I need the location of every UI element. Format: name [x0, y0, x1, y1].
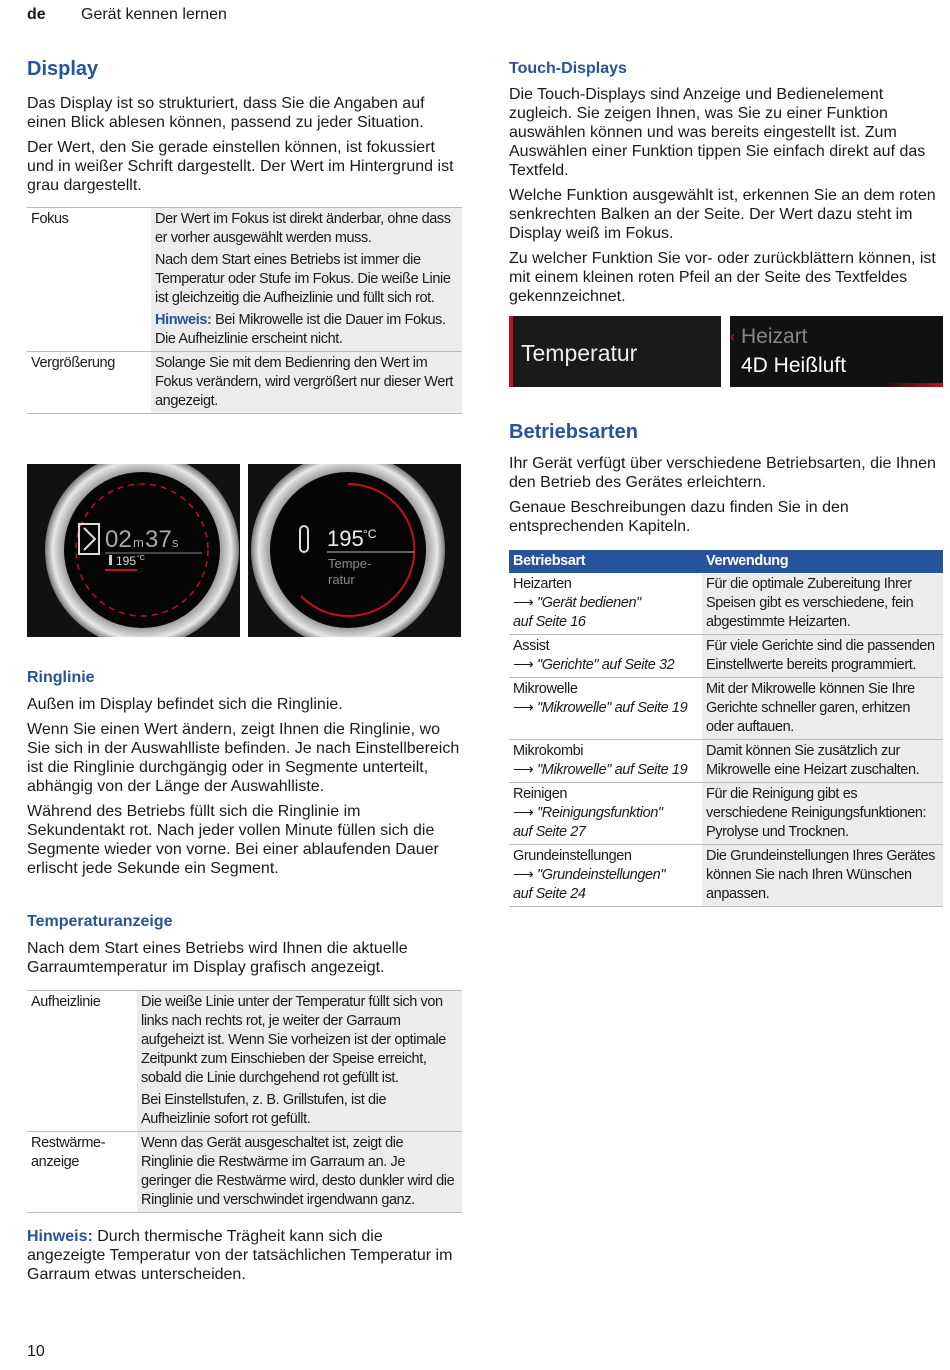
- ringlinie-heading: Ringlinie: [27, 669, 95, 686]
- betriebsarten-table: [509, 550, 943, 907]
- touch-display-temperature: [509, 316, 721, 387]
- mode-name: Heizarten: [513, 576, 572, 592]
- temperature-hint: [27, 1227, 462, 1284]
- touch-display-heizart: [730, 316, 943, 387]
- table-row: [27, 351, 462, 414]
- table-row: [509, 740, 943, 783]
- arrow-icon: ⟶: [513, 595, 534, 611]
- mode-usage: Die Grundeinstellungen Ihres Gerätes können Sie nach Ihren Wünschen anpassen.: [702, 845, 943, 906]
- dial-timer-graphic: [27, 464, 240, 637]
- temperature-value: 195: [327, 526, 364, 551]
- mode-usage: Für viele Gerichte sind die passenden Einstellwerte bereits programmiert.: [702, 635, 943, 677]
- mode-reference[interactable]: ⟶ "Gerät bedienen": [513, 595, 641, 611]
- ringlinie-section: [27, 669, 462, 878]
- table-hint: [155, 311, 458, 349]
- touch-display-value: 4D Heißluft: [741, 354, 847, 377]
- table-term: Aufheizlinie: [31, 994, 101, 1010]
- mode-reference[interactable]: ⟶ "Grundeinstellungen": [513, 867, 666, 883]
- touch-text-1: Die Touch-Displays sind Anzeige und Bedienelement zugleich. Sie zeigen Ihnen, was Sie zu einer Funktion auswählen können und was bereits eingestellt ist. Zum Auswählen einer Funktion tippen Sie einfach direkt auf das Textfeld.: [509, 86, 926, 179]
- table-term: Vergrößerung: [31, 355, 115, 371]
- betriebsarten-text-1: Ihr Gerät verfügt über verschiedene Betriebsarten, die Ihnen den Betrieb des Gerätes erleichtern.: [509, 455, 936, 491]
- touch-display-label: Temperatur: [521, 340, 638, 366]
- page-header: [27, 6, 227, 24]
- small-temp: 195: [116, 554, 137, 568]
- ringlinie-text-1: Außen im Display befindet sich die Ringlinie.: [27, 696, 343, 713]
- dial-timer-image: [27, 464, 240, 637]
- ringlinie-text-3: Während des Betriebs füllt sich die Ringlinie im Sekundentakt rot. Nach jeder vollen Minute füllen sich die Segmente wieder von vorne. Bei einer ablaufenden Dauer erlischt jede Sekunde ein Segment.: [27, 803, 439, 877]
- page-number: 10: [27, 1343, 45, 1360]
- table-text: Wenn das Gerät ausgeschaltet ist, zeigt die Ringlinie die Restwärme im Garraum an. Je geringer die Restwärme wird, desto dunkler wird die Ringlinie und verschwindet irgendwann ganz.: [141, 1135, 455, 1208]
- mode-name: Reinigen: [513, 786, 568, 802]
- temperature-label-1: Tempe-: [328, 556, 372, 571]
- left-column: [27, 58, 462, 414]
- temperaturanzeige-section: [27, 913, 462, 1284]
- dial-face: [64, 472, 220, 628]
- table-text: Der Wert im Fokus ist direkt änderbar, ohne dass er vorher ausgewählt werden muss.: [155, 211, 451, 246]
- mode-name: Assist: [513, 638, 550, 654]
- table-desc: [137, 991, 462, 1131]
- mode-reference-page[interactable]: auf Seite 27: [513, 824, 586, 840]
- table-row: [509, 845, 943, 907]
- touch-heading: Touch-Displays: [509, 60, 627, 77]
- arrow-icon: ⟶: [513, 657, 534, 673]
- mode-name: Mikrowelle: [513, 681, 578, 697]
- display-focus-text: Der Wert, den Sie gerade einstellen können, ist fokussiert und in weißer Schrift dargestellt. Der Wert im Hintergrund ist grau dargestellt.: [27, 139, 454, 194]
- table-row: [509, 783, 943, 845]
- arrow-icon: ⟶: [513, 700, 534, 716]
- mode-usage: Mit der Mikrowelle können Sie Ihre Gerichte schneller garen, erhitzen oder auftauen.: [702, 678, 943, 739]
- timer-second-unit: s: [172, 535, 179, 550]
- section-title: Gerät kennen lernen: [81, 6, 227, 23]
- touch-display-category: Heizart: [741, 325, 808, 348]
- table-desc: [137, 1132, 462, 1212]
- temperature-unit: °C: [363, 527, 377, 541]
- temperaturanzeige-text: Nach dem Start eines Betriebs wird Ihnen die aktuelle Garraumtemperatur im Display grafisch angezeigt.: [27, 940, 408, 976]
- table-row: [27, 990, 462, 1131]
- temperature-label-2: ratur: [328, 572, 355, 587]
- ringlinie-text-2: Wenn Sie einen Wert ändern, zeigt Ihnen die Ringlinie, wo Sie sich in der Auswahlliste befinden. Je nach Einstellbereich ist die Ringlinie durchgängig oder in Segmente unterteilt, abhängig von der Länge der Auswahlliste.: [27, 721, 460, 795]
- table-desc: [151, 208, 462, 351]
- table-row: [27, 1131, 462, 1213]
- table-row: [509, 635, 943, 678]
- table-row: [509, 573, 943, 635]
- table-text: Nach dem Start eines Betriebs ist immer die Temperatur oder Stufe im Fokus. Die weiße Linie ist gleichzeitig die Aufheizlinie und füllt sich rot.: [155, 252, 451, 306]
- mode-name: Mikrokombi: [513, 743, 584, 759]
- display-heading: Display: [27, 58, 99, 80]
- touch-text-2: Welche Funktion ausgewählt ist, erkennen Sie an dem roten senkrechten Balken an der Seite. Der Wert dazu steht im Display weiß im Fokus.: [509, 187, 936, 242]
- dial-temperature-image: [248, 464, 461, 637]
- mode-name: Grundeinstellungen: [513, 848, 632, 864]
- mode-reference-page[interactable]: auf Seite 24: [513, 886, 586, 902]
- display-intro: Das Display ist so strukturiert, dass Sie die Angaben auf einen Blick ablesen können, passend zu jeder Situation.: [27, 95, 425, 131]
- red-glow: [883, 383, 943, 387]
- column-header-verwendung: Verwendung: [706, 553, 789, 569]
- table-text: Die weiße Linie unter der Temperatur füllt sich von links nach rechts rot, je weiter der Garraum aufgeheizt ist. Wenn Sie vorheizen ist der optimale Zeitpunkt zum Einschieben der Speise erreicht, sobald die Linie durchgehend rot gefüllt ist.: [141, 994, 446, 1086]
- timer-minute-unit: m: [133, 535, 144, 550]
- hint-text: Bei Mikrowelle ist die Dauer im Fokus. Die Aufheizlinie erscheint nicht.: [155, 312, 446, 347]
- mode-reference[interactable]: ⟶ "Reinigungsfunktion": [513, 805, 663, 821]
- table-row: [509, 678, 943, 740]
- table-header: [509, 550, 943, 573]
- selection-bar: [509, 316, 513, 387]
- mode-usage: Für die optimale Zubereitung Ihrer Speisen gibt es verschiedene, fein abgestimmte Heizarten.: [702, 573, 943, 634]
- betriebsarten-heading: Betriebsarten: [509, 421, 638, 443]
- scroll-back-arrow-icon: ‹: [730, 328, 735, 344]
- column-header-betriebsart: Betriebsart: [513, 553, 586, 569]
- table-text: Bei Einstellstufen, z. B. Grillstufen, ist die Aufheizlinie sofort rot gefüllt.: [141, 1092, 387, 1127]
- mode-reference[interactable]: ⟶ "Gerichte" auf Seite 32: [513, 657, 675, 673]
- mode-usage: Damit können Sie zusätzlich zur Mikrowelle eine Heizart zuschalten.: [702, 740, 943, 782]
- thermometer-icon: [109, 555, 112, 565]
- table-desc: [151, 352, 462, 413]
- table-row: [27, 207, 462, 351]
- hint-label: Hinweis:: [155, 312, 212, 328]
- timer-seconds: 37: [145, 526, 172, 553]
- language-code: de: [27, 6, 46, 23]
- hint-label: Hinweis:: [27, 1228, 93, 1245]
- hint-text: Durch thermische Trägheit kann sich die angezeigte Temperatur von der tatsächlichen Temperatur im Garraum etwas unterscheiden.: [27, 1228, 453, 1283]
- arrow-icon: ⟶: [513, 762, 534, 778]
- arrow-icon: ⟶: [513, 805, 534, 821]
- small-temp-unit: °C: [137, 555, 145, 562]
- touch-text-3: Zu welcher Funktion Sie vor- oder zurückblättern können, ist mit einem kleinen roten Pfeil an der Seite des Textfeldes gekennzeichnet.: [509, 250, 936, 305]
- table-term: Restwärme-anzeige: [31, 1135, 106, 1170]
- table-text: Solange Sie mit dem Bedienring den Wert im Fokus verändern, wird vergrößert nur dieser Wert angezeigt.: [155, 355, 454, 409]
- mode-reference[interactable]: ⟶ "Mikrowelle" auf Seite 19: [513, 700, 688, 716]
- dial-temperature-graphic: [248, 464, 461, 637]
- betriebsarten-text-2: Genaue Beschreibungen dazu finden Sie in den entsprechenden Kapiteln.: [509, 499, 849, 535]
- arrow-icon: ⟶: [513, 867, 534, 883]
- touch-section: [509, 60, 939, 306]
- temperaturanzeige-heading: Temperaturanzeige: [27, 913, 173, 930]
- timer-minutes: 02: [105, 526, 132, 553]
- betriebsarten-section: [509, 421, 943, 907]
- table-term: Fokus: [31, 211, 69, 227]
- temperature-table: [27, 990, 462, 1213]
- mode-reference[interactable]: ⟶ "Mikrowelle" auf Seite 19: [513, 762, 688, 778]
- mode-usage: Für die Reinigung gibt es verschiedene Reinigungsfunktionen: Pyrolyse und Trocknen.: [702, 783, 943, 844]
- mode-reference-page[interactable]: auf Seite 16: [513, 614, 586, 630]
- display-table: [27, 207, 462, 414]
